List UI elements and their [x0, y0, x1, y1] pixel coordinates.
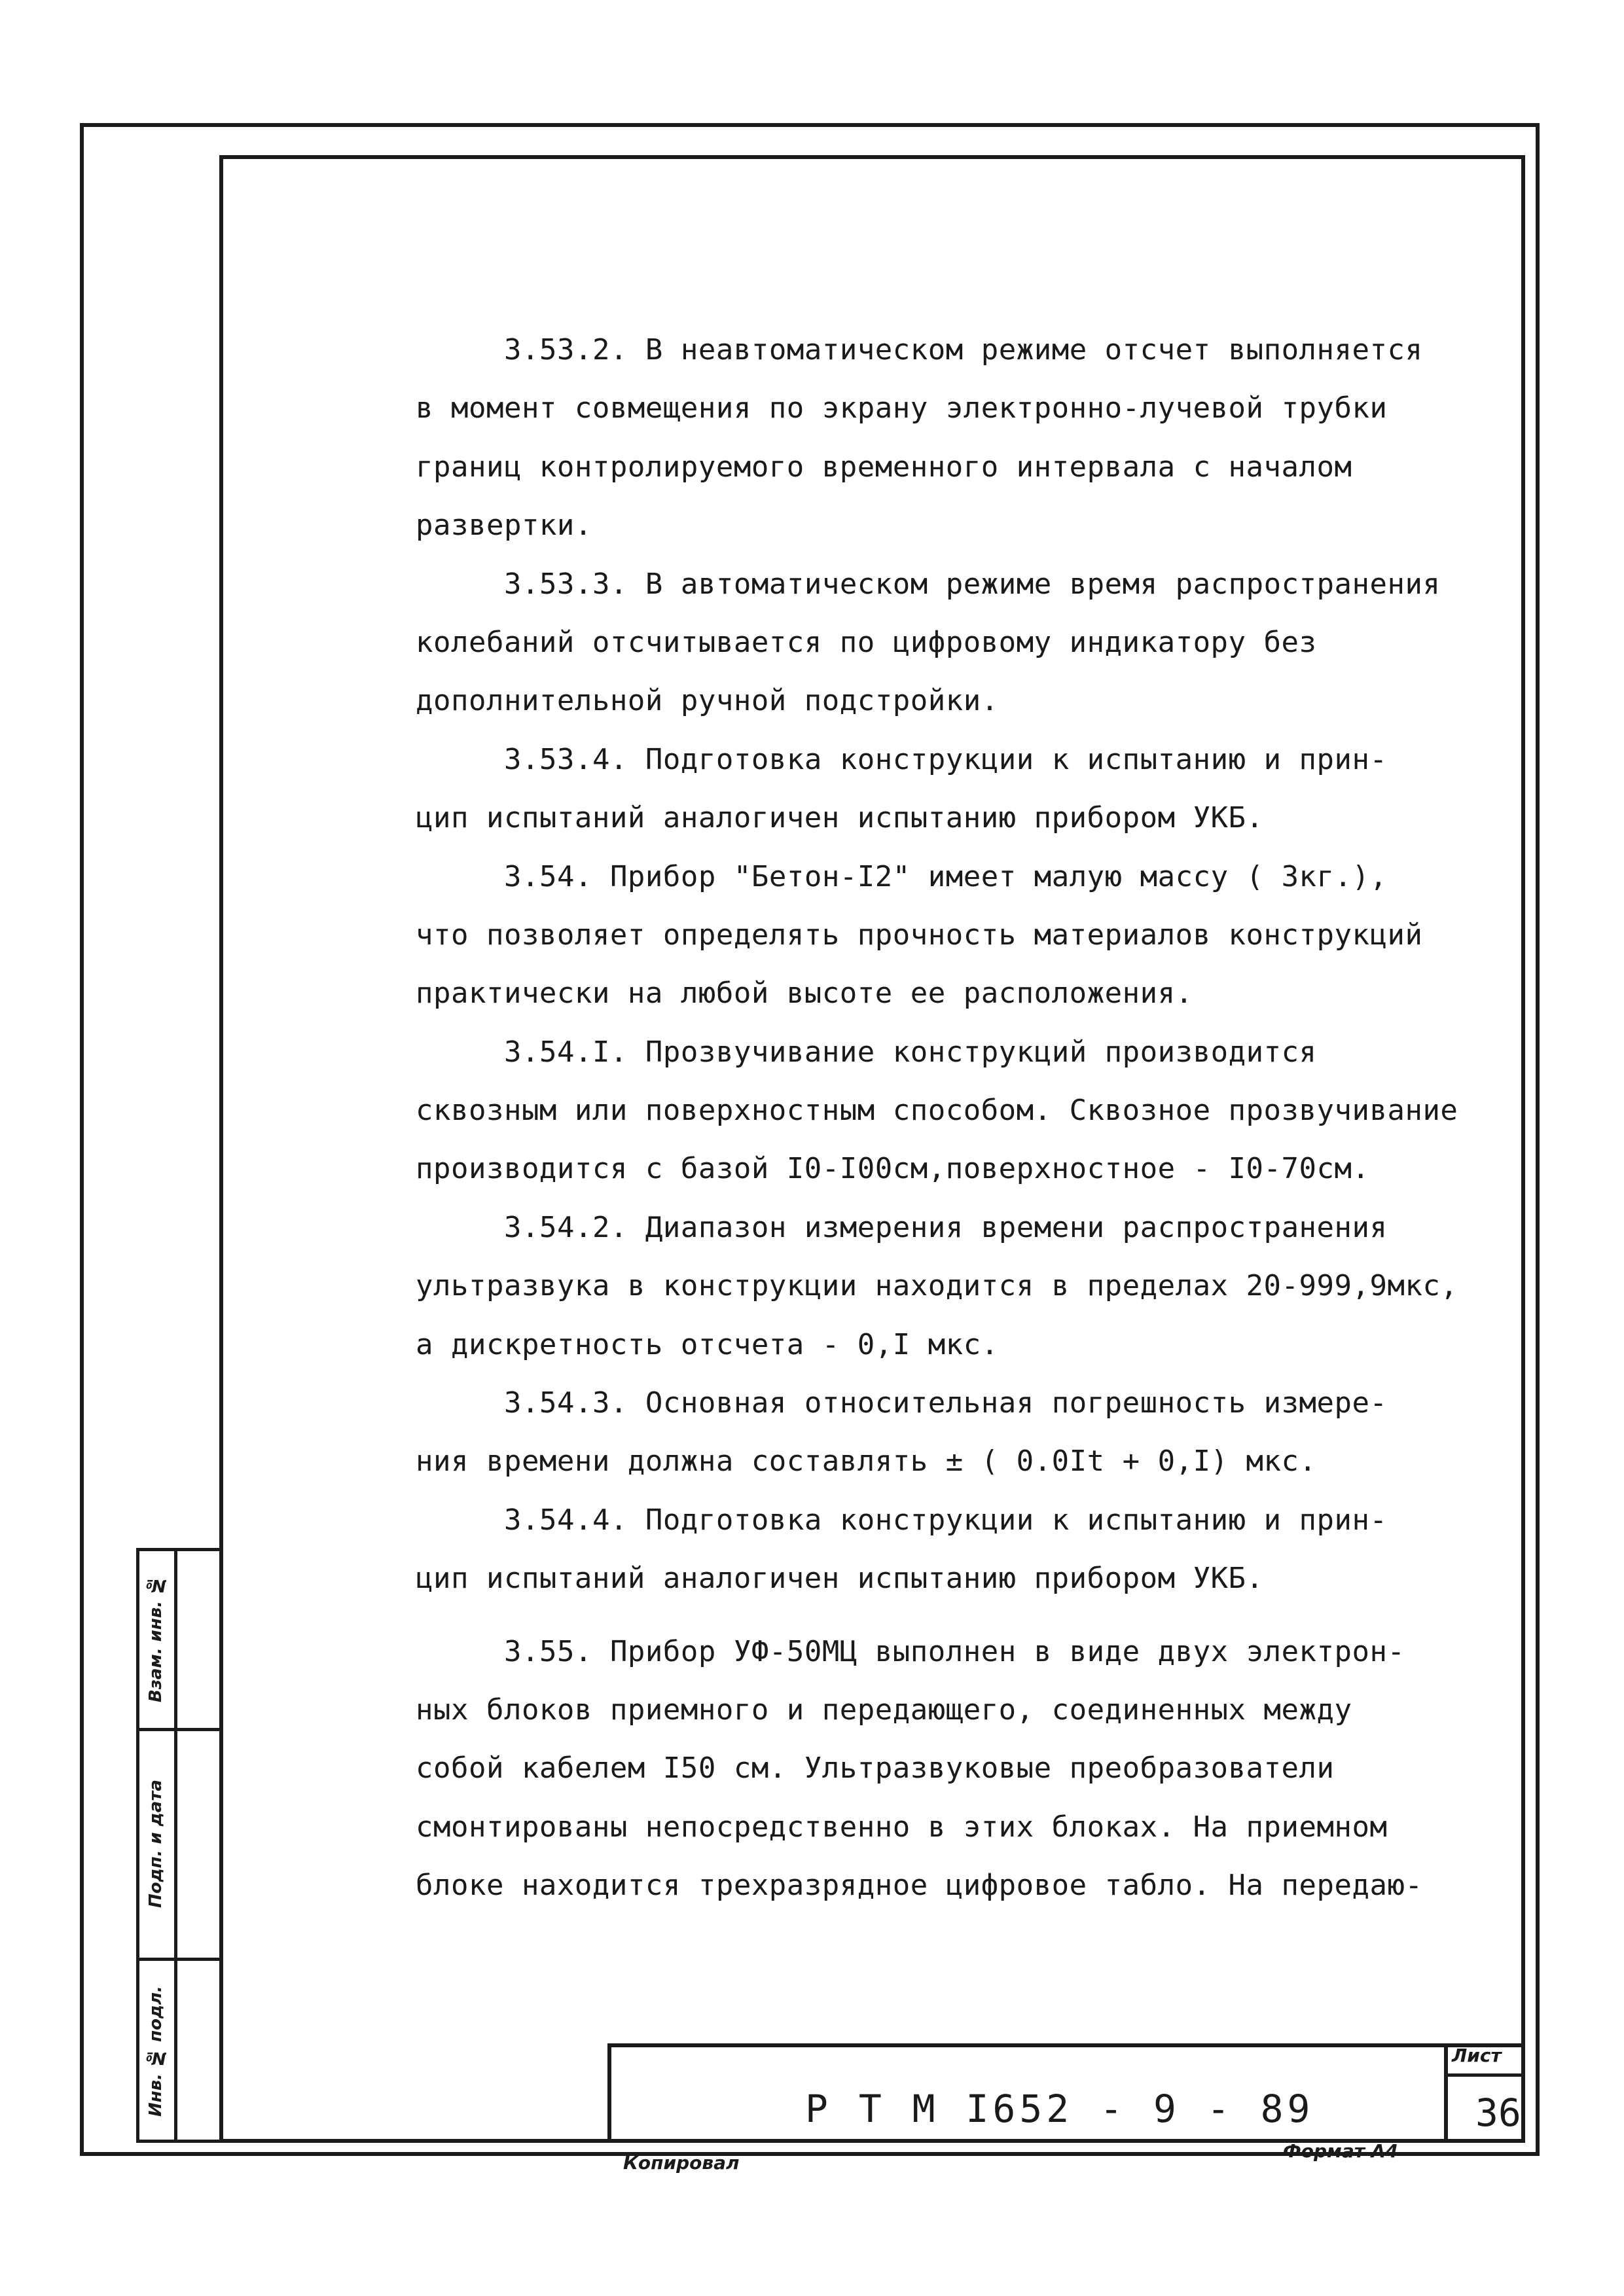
text-line: 3.54. Прибор "Бетон-I2" имеет малую массу ( 3кг.), — [504, 859, 1388, 893]
text-line: колебаний отсчитывается по цифровому индикатору без — [416, 625, 1317, 659]
paragraph — [416, 321, 1515, 555]
text-line: цип испытаний аналогичен испытанию прибором УКБ. — [416, 1562, 1264, 1596]
paragraph — [416, 730, 1515, 848]
format-label: Формат А4 — [1283, 2140, 1398, 2162]
side-stamp-replace-inv: Взам. инв. № — [146, 1575, 166, 1703]
text-line: ных блоков приемного и передающего, соединенных между — [416, 1693, 1352, 1727]
copied-by-label: Копировал — [623, 2152, 740, 2174]
text-line: границ контролируемого временного интервала с началом — [416, 450, 1352, 484]
text-line: 3.55. Прибор УФ-50МЦ выполнен в виде двух электрон- — [504, 1634, 1405, 1668]
side-stamp-original-inv: Инв. № подл. — [146, 1986, 166, 2117]
text-line: 3.54.4. Подготовка конструкции к испытанию и прин- — [504, 1503, 1388, 1537]
sheet-label: Лист — [1452, 2045, 1502, 2066]
text-line: производится с базой I0-I00см,поверхностное - I0-70см. — [416, 1152, 1370, 1186]
text-line: 3.53.3. В автоматическом режиме время распространения — [504, 567, 1441, 601]
sheet-number: 36 — [1475, 2090, 1521, 2135]
text-line: блоке находится трехразрядное цифровое табло. На передаю- — [416, 1869, 1423, 1903]
text-line: смонтированы непосредственно в этих блоках. На приемном — [416, 1810, 1388, 1844]
text-line: развертки. — [416, 509, 592, 543]
paragraph — [416, 555, 1515, 730]
text-line: ультразвука в конструкции находится в пределах 20-999,9мкс, — [416, 1269, 1458, 1303]
text-line: в момент совмещения по экрану электронно-лучевой трубки — [416, 391, 1388, 425]
text-line: 3.54.I. Прозвучивание конструкций производится — [504, 1035, 1317, 1069]
title-block-divider — [1444, 2073, 1525, 2077]
text-line: практически на любой высоте ее расположения. — [416, 977, 1193, 1011]
side-stamp-divider — [136, 1728, 221, 1731]
side-stamp-divider — [136, 1958, 221, 1961]
text-line: цип испытаний аналогичен испытанию прибором УКБ. — [416, 801, 1264, 835]
text-line: 3.54.3. Основная относительная погрешность измере- — [504, 1386, 1388, 1420]
text-line: 3.53.4. Подготовка конструкции к испытанию и прин- — [504, 742, 1388, 776]
paragraph — [416, 1198, 1515, 1374]
paragraph — [416, 1491, 1515, 1608]
text-line: сквозным или поверхностным способом. Сквозное прозвучивание — [416, 1094, 1458, 1128]
paragraph — [416, 1374, 1515, 1491]
text-line: ния времени должна составлять ± ( 0.0It + 0,I) мкс. — [416, 1444, 1317, 1479]
text-line: дополнительной ручной подстройки. — [416, 684, 999, 718]
title-block-divider — [1444, 2043, 1448, 2143]
side-stamp-divider — [174, 1548, 177, 2143]
side-stamp-sign-date: Подп. и дата — [146, 1780, 166, 1908]
paragraph-gap — [416, 1608, 1515, 1623]
paragraph — [416, 1623, 1515, 1915]
text-line: что позволяет определять прочность материалов конструкций — [416, 918, 1423, 952]
text-line: 3.54.2. Диапазон измерения времени распространения — [504, 1210, 1388, 1244]
text-line: а дискретность отсчета - 0,I мкс. — [416, 1327, 999, 1361]
paragraph — [416, 1023, 1515, 1198]
paragraph — [416, 848, 1515, 1023]
text-line: собой кабелем I50 см. Ультразвуковые преобразователи — [416, 1751, 1335, 1785]
text-line: 3.53.2. В неавтоматическом режиме отсчет выполняется — [504, 333, 1423, 367]
document-body — [416, 321, 1515, 1915]
document-code: Р Т М I652 - 9 - 89 — [805, 2087, 1314, 2131]
